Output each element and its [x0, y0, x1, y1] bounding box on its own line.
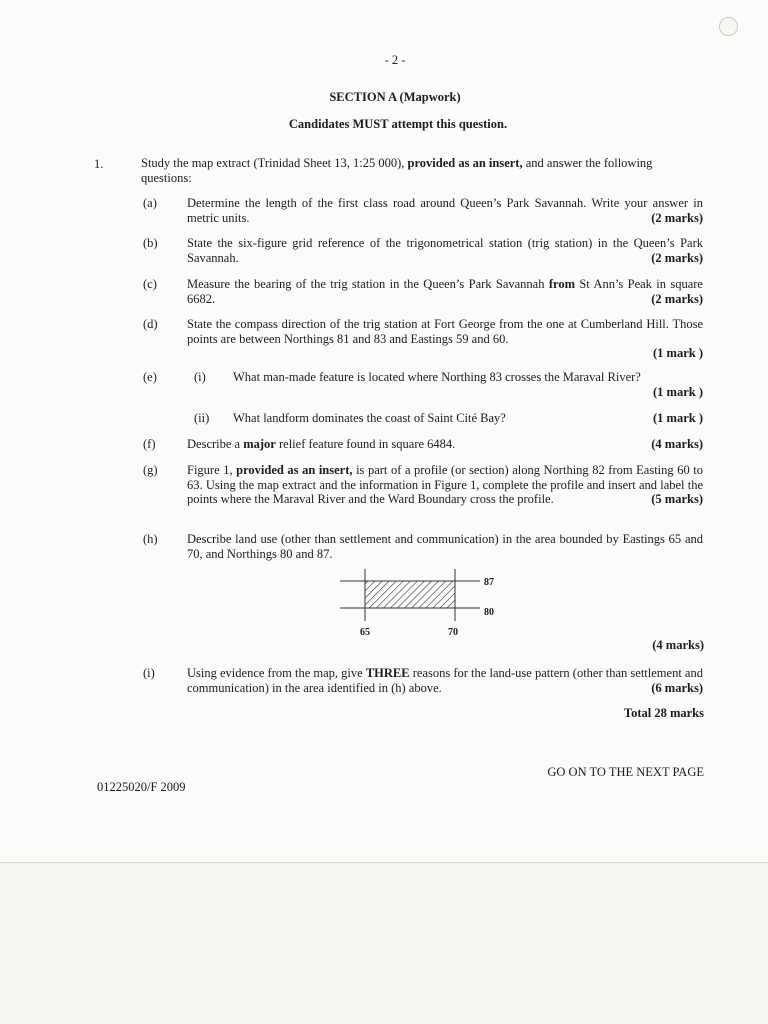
subpart-label: (i): [194, 370, 206, 384]
section-title: SECTION A (Mapwork): [329, 90, 461, 104]
part-text: Measure the bearing of the trig station in the Queen’s Park Savannah from St Ann’s Peak in square 6682. (2 marks): [187, 277, 703, 306]
part-label: (e): [143, 370, 157, 384]
paper-code: 01225020/F 2009: [97, 780, 186, 794]
marks: (1 mark ): [653, 384, 703, 399]
marks: (4 marks): [651, 437, 703, 451]
part-label: (h): [143, 532, 158, 546]
label-easting-65: 65: [360, 627, 370, 638]
part-label: (c): [143, 277, 157, 291]
total-marks: Total 28 marks: [623, 706, 704, 720]
part-text: State the compass direction of the trig station at Fort George from the one at Cumberland Hill. Those points are between Northings 81 and 83 and Eastings 59 and 60. (1 mark ): [187, 317, 703, 360]
part-label: (a): [143, 196, 157, 210]
section-instruction: Candidates MUST attempt this question.: [288, 117, 508, 131]
hatched-area: [365, 581, 455, 608]
grid-area-diagram: [335, 564, 505, 644]
marks: (2 marks): [651, 291, 703, 306]
part-text: Describe land use (other than settlement and communication) in the area bounded by Eastings 65 and 70, and Northings 80 and 87.: [187, 532, 703, 561]
part-text: Determine the length of the first class road around Queen’s Park Savannah. Write your answer in metric units. (2 marks): [187, 196, 703, 225]
part-label: (i): [143, 666, 155, 680]
part-text: Using evidence from the map, give THREE reasons for the land-use pattern (other than settlement and communication) in the area identified in (h) above. (6 marks): [187, 666, 703, 695]
question-intro: Study the map extract (Trinidad Sheet 13, 1:25 000), provided as an insert, and answer the following questions:: [141, 156, 653, 185]
subpart-label: (ii): [194, 411, 210, 425]
part-label: (g): [143, 463, 158, 477]
marks: (6 marks): [651, 680, 703, 695]
label-easting-70: 70: [448, 627, 458, 638]
question-number: 1.: [94, 157, 104, 171]
part-label: (f): [143, 437, 156, 451]
subpart-text: What man-made feature is located where Northing 83 crosses the Maraval River? (1 mark ): [233, 370, 703, 399]
part-h-marks: (4 marks): [652, 638, 704, 652]
next-page-note: GO ON TO THE NEXT PAGE: [547, 765, 704, 779]
page-number: - 2 -: [384, 53, 406, 67]
punch-hole: [719, 17, 738, 36]
part-label: (d): [143, 317, 158, 331]
marks: (1 mark ): [653, 346, 703, 360]
marks: (1 mark ): [653, 411, 703, 425]
subpart-text: What landform dominates the coast of Saint Cité Bay? (1 mark ): [233, 411, 703, 425]
label-northing-80: 80: [484, 607, 494, 618]
marks: (2 marks): [651, 250, 703, 265]
label-northing-87: 87: [484, 577, 494, 588]
part-text: State the six-figure grid reference of the trigonometrical station (trig station) in the Queen’s Park Savannah. (2 marks): [187, 236, 703, 265]
marks: (5 marks): [651, 492, 703, 506]
part-text: Describe a major relief feature found in square 6484. (4 marks): [187, 437, 703, 451]
part-label: (b): [143, 236, 158, 250]
part-text: Figure 1, provided as an insert, is part of a profile (or section) along Northing 82 from Easting 60 to 63. Using the map extract and the information in Figure 1, complete the profile and insert and label the points where the Maraval River and the Ward Boundary cross the profile. (5 marks): [187, 463, 703, 506]
marks: (2 marks): [651, 210, 703, 225]
